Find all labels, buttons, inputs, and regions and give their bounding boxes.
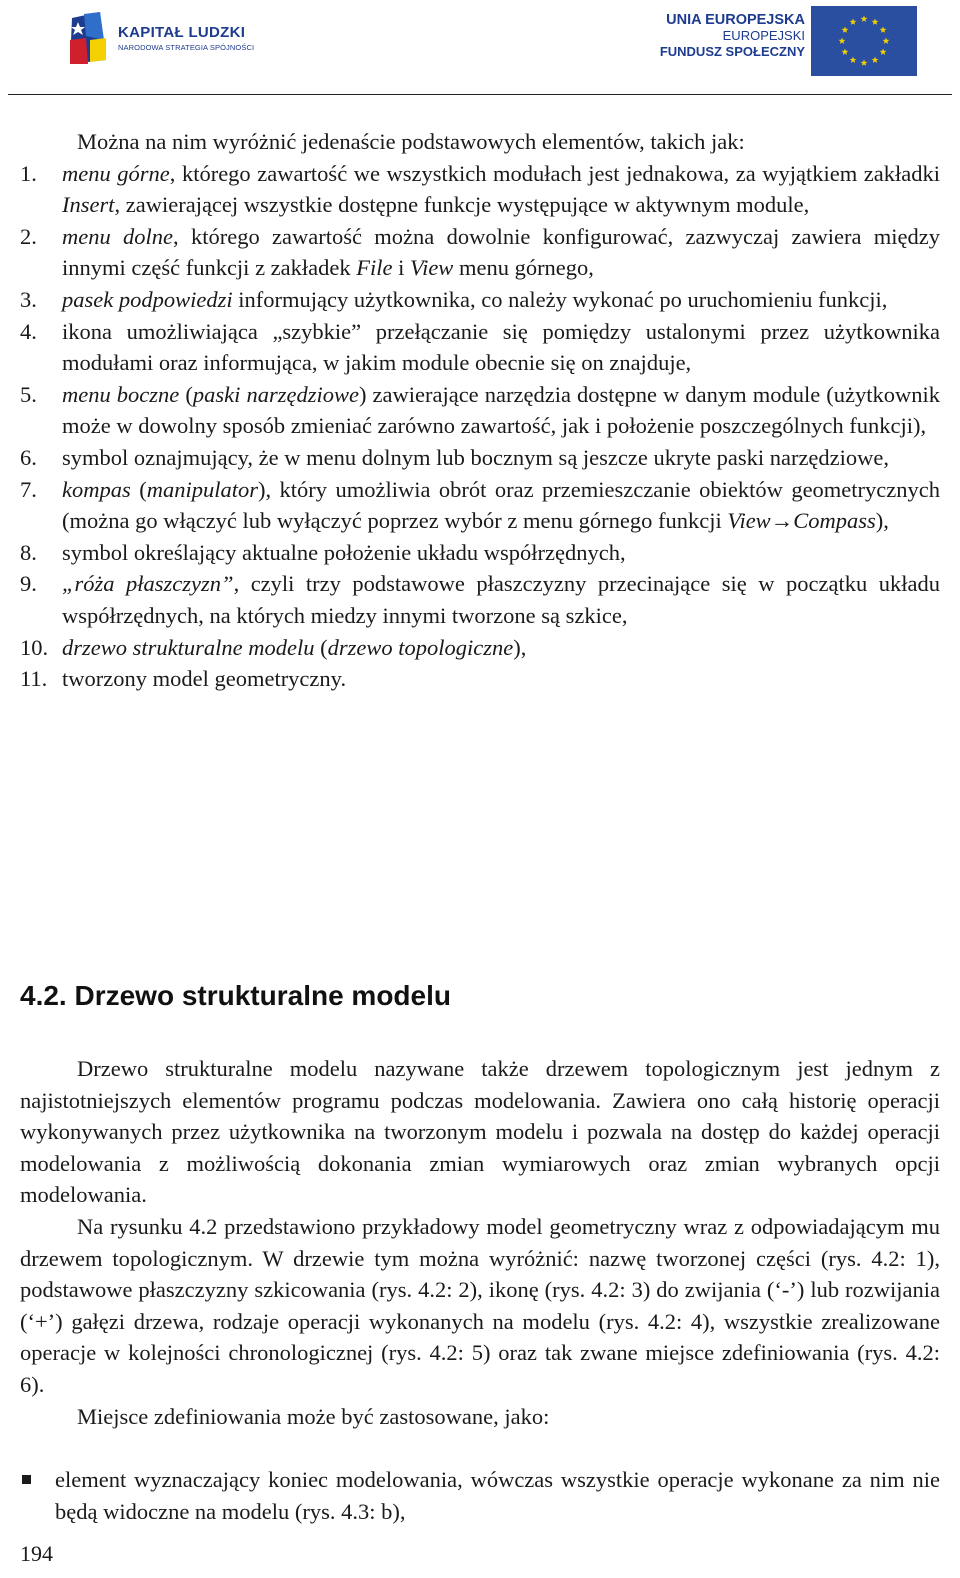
list-item-number: 7. <box>20 476 37 502</box>
list-item-text: ) zawierające narzędzia dostępne w danym module (użytkownik może w dowolny sposób zmieniać zarówno zawartość, jak i położenie poszczególnych funkcji), <box>62 381 940 439</box>
list-item-text: , którego zawartość można dowolnie konfigurować, zazwyczaj zawiera między innymi część funkcji z zakładek <box>62 223 940 281</box>
list-item-text: tworzony model geometryczny. <box>62 666 347 692</box>
list-item <box>20 474 940 537</box>
list-item-text: File <box>356 255 393 281</box>
eu-line-3: FUNDUSZ SPOŁECZNY <box>659 44 805 59</box>
list-item-text: ), <box>513 634 527 660</box>
list-item-text: menu dolne <box>62 223 174 249</box>
list-item <box>20 663 940 695</box>
kapital-ludzki-subtitle: NARODOWA STRATEGIA SPÓJNOŚCI <box>118 43 255 52</box>
list-item-text: ), który umożliwia obrót oraz przemieszczanie obiektów geometrycznych (można go włączyć lub wyłączyć poprzez wybór z menu górnego funkcji <box>62 476 940 534</box>
paragraph-1: Drzewo strukturalne modelu nazywane także drzewem topologicznym jest jednym z najistotniejszych elementów programu podczas modelowania. Zawiera ono całą historię operacji wykonywanych przez użytkownika na tworzonym modelu i pozwala na dostęp do każdej operacji modelowania z możliwością dokonania zmian wymiarowych oraz zmian wybranych opcji modelowania. <box>20 1056 940 1208</box>
list-item-text: kompas <box>62 476 131 502</box>
page-number: 194 <box>20 1541 53 1566</box>
list-item-text: ), <box>875 508 889 534</box>
eu-flag-icon <box>811 6 917 76</box>
paragraph-3: Miejsce zdefiniowania może być zastosowane, jako: <box>77 1403 550 1429</box>
list-item-text: drzewo topologiczne <box>327 634 514 660</box>
list-item-text: symbol określający aktualne położenie układu współrzędnych, <box>62 539 626 565</box>
list-item-text: i <box>392 255 410 281</box>
kapital-ludzki-title: KAPITAŁ LUDZKI <box>118 24 246 41</box>
list-item-text: „róża płaszczyzn” <box>62 571 234 597</box>
bullet-text: element wyznaczający koniec modelowania, wówczas wszystkie operacje wykonane za nim nie będą widoczne na modelu (rys. 4.3: b), <box>55 1467 940 1524</box>
list-item-text: menu boczne <box>62 381 180 407</box>
list-item-number: 1. <box>20 160 37 186</box>
list-item-number: 9. <box>20 571 37 597</box>
list-item-number: 6. <box>20 444 37 470</box>
list-item-text: Insert <box>62 192 115 218</box>
elements-list <box>20 126 940 695</box>
list-intro: Można na nim wyróżnić jedenaście podstawowych elementów, takich jak: <box>77 129 745 154</box>
list-item-text: ( <box>179 381 193 407</box>
list-item-text: manipulator <box>146 476 258 502</box>
list-item-number: 4. <box>20 318 37 344</box>
list-item-text: informujący użytkownika, co należy wykonać po uruchomieniu funkcji, <box>232 286 888 312</box>
kapital-ludzki-logo <box>66 10 266 66</box>
list-item <box>20 442 940 474</box>
list-item-text: ikona umożliwiająca „szybkie” przełączanie się pomiędzy ustalonymi przez użytkownika modułami oraz informująca, w jakim module obecnie się on znajduje, <box>62 318 940 376</box>
list-item-text: drzewo strukturalne modelu <box>62 634 315 660</box>
list-item <box>20 221 940 284</box>
list-item-number: 10. <box>20 634 49 660</box>
list-item-number: 2. <box>20 223 37 249</box>
list-item-number: 8. <box>20 539 37 565</box>
list-item <box>20 379 940 442</box>
list-item-text: ( <box>314 634 328 660</box>
list-item-text: symbol oznajmujący, że w menu dolnym lub bocznym są jeszcze ukryte paski narzędziowe, <box>62 444 890 470</box>
header-divider <box>8 94 952 95</box>
kapital-ludzki-emblem-icon <box>66 10 112 66</box>
list-item <box>20 158 940 221</box>
section-heading: 4.2. Drzewo strukturalne modelu <box>20 980 451 1011</box>
eu-logo-text <box>600 12 805 60</box>
list-item-text: , czyli trzy podstawowe płaszczyzny przecinające się w początku układu współrzędnych, na których miedzy innymi tworzone są szkice, <box>62 571 941 628</box>
list-item <box>20 316 940 379</box>
bullet-item <box>20 1464 940 1527</box>
list-item-number: 3. <box>20 286 37 312</box>
bullet-list <box>20 1464 940 1527</box>
bullet-square-icon <box>22 1475 31 1484</box>
eu-line-1: UNIA EUROPEJSKA <box>666 12 805 28</box>
paragraph-2: Na rysunku 4.2 przedstawiono przykładowy model geometryczny wraz z odpowiadającym mu drzewem topologicznym. W drzewie tym można wyróżnić: nazwę tworzonej części (rys. 4.2: 1), podstawowe płaszczyzny szkicowania (rys. 4.2: 2), ikonę (rys. 4.2: 3) do zwijania (‘-’) lub rozwijania (‘+’) gałęzi drzewa, rodzaje operacji wykonanych na modelu (rys. 4.2: 4), wszystkie zrealizowane operacje w kolejności chronologicznej (rys. 4.2: 5) oraz tak zwane miejsce zdefiniowania (rys. 4.2: 6). <box>20 1213 940 1397</box>
list-item-text: paski narzędziowe <box>192 381 359 407</box>
list-item-number: 5. <box>20 381 37 407</box>
list-item <box>20 632 940 664</box>
list-item-text: menu górnego, <box>453 255 594 281</box>
list-item-text: pasek podpowiedzi <box>62 286 233 312</box>
list-item-text: menu górne <box>62 160 170 186</box>
list-item <box>20 568 940 631</box>
list-item <box>20 284 940 316</box>
list-item-number: 11. <box>20 666 48 692</box>
list-item-text: View <box>410 255 454 281</box>
page-header <box>0 0 960 96</box>
list-item-text: , którego zawartość we wszystkich modułach jest jednakowa, za wyjątkiem zakładki <box>169 160 940 186</box>
list-item <box>20 537 940 569</box>
list-item-text: , zawierającej wszystkie dostępne funkcje występujące w aktywnym module, <box>114 192 810 218</box>
eu-line-2: EUROPEJSKI <box>722 28 805 43</box>
list-item-text: ( <box>130 476 147 502</box>
section-body <box>20 1053 940 1432</box>
list-item-text: View→Compass <box>727 508 876 534</box>
